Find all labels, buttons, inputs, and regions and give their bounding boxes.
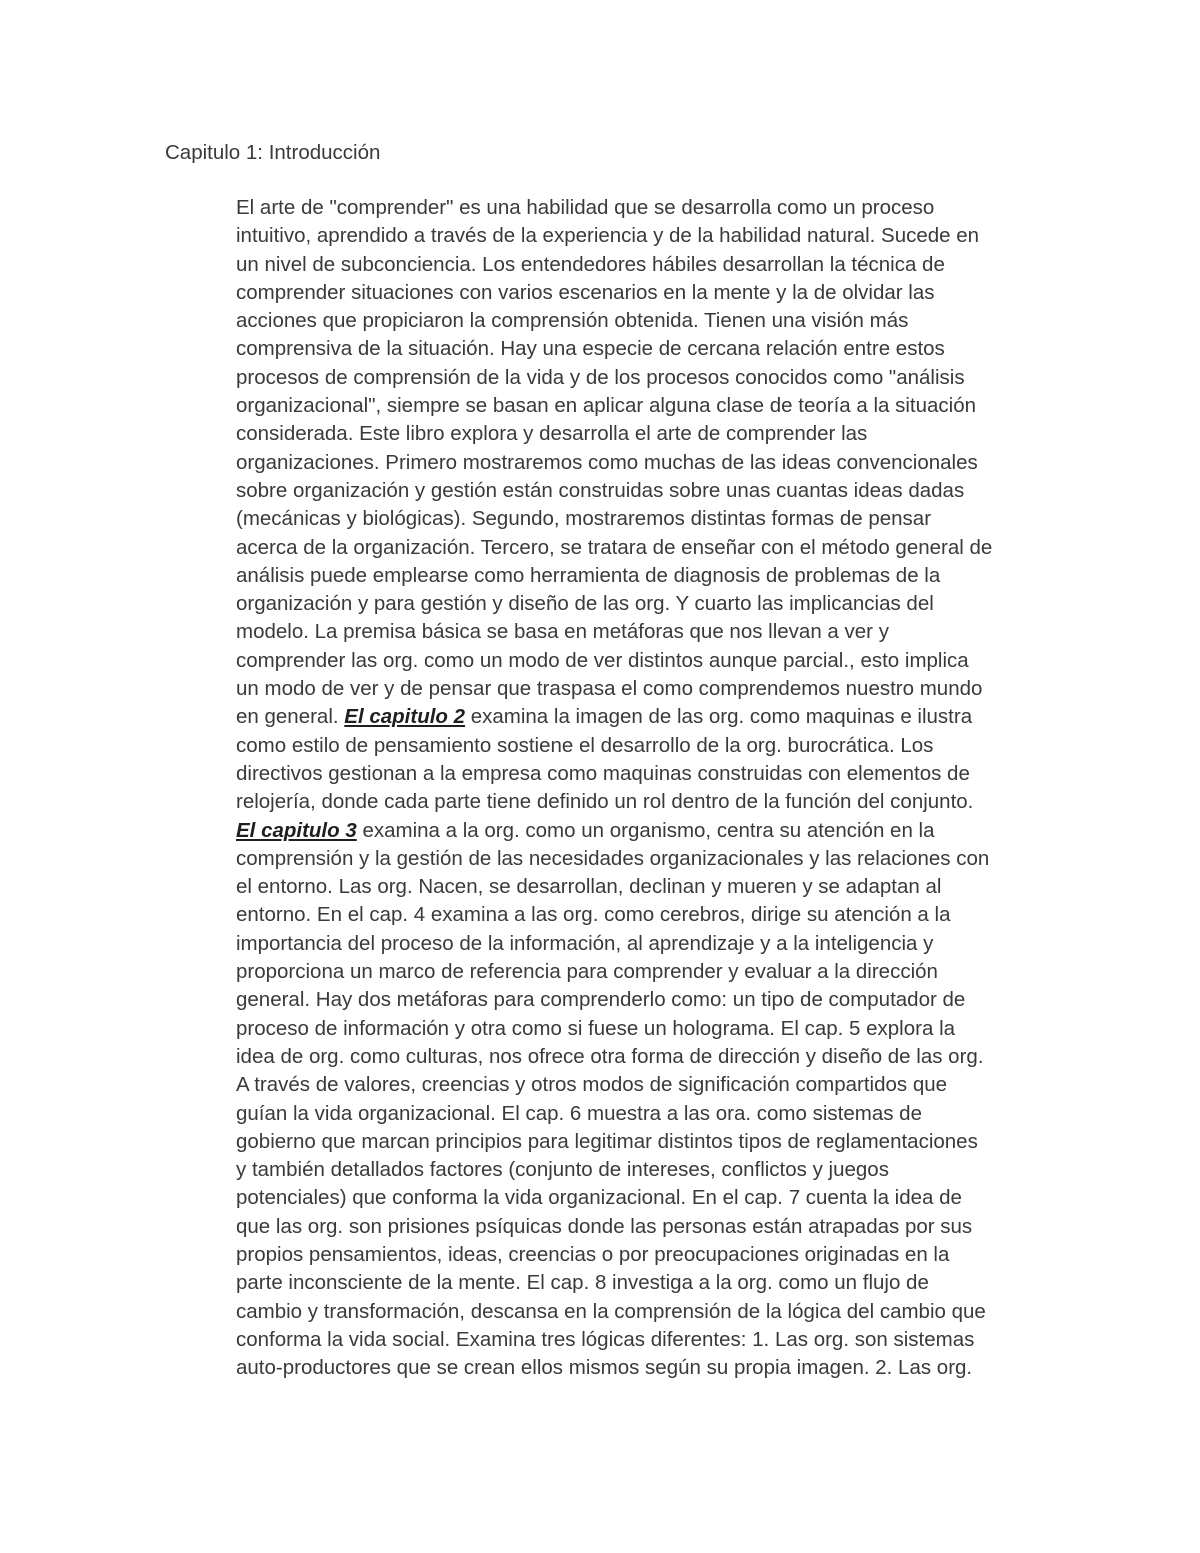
- paragraph-line: análisis puede emplearse como herramienta de diagnosis de problemas de la: [236, 563, 941, 587]
- paragraph-line: propios pensamientos, ideas, creencias o por preocupaciones originadas en la: [236, 1242, 950, 1266]
- paragraph-line: considerada. Este libro explora y desarrolla el arte de comprender las: [236, 422, 868, 446]
- paragraph-line: proporciona un marco de referencia para comprender y evaluar a la dirección: [236, 960, 938, 984]
- paragraph-line: organización y para gestión y diseño de las org. Y cuarto las implicancias del: [236, 592, 934, 616]
- paragraph-line: gobierno que marcan principios para legitimar distintos tipos de reglamentaciones: [236, 1129, 978, 1153]
- paragraph-line: guían la vida organizacional. El cap. 6 muestra a las ora. como sistemas de: [236, 1101, 922, 1125]
- paragraph-line: entorno. En el cap. 4 examina a las org. como cerebros, dirige su atención a la: [236, 903, 951, 927]
- paragraph-line: parte inconsciente de la mente. El cap. 8 investiga a la org. como un flujo de: [236, 1271, 929, 1295]
- chapter-body: [236, 194, 1046, 1382]
- paragraph-line: potenciales) que conforma la vida organizacional. En el cap. 7 cuenta la idea de: [236, 1186, 962, 1210]
- paragraph-line: [236, 817, 1046, 845]
- paragraph-line: organizaciones. Primero mostraremos como muchas de las ideas convencionales: [236, 450, 978, 474]
- paragraph-line: [236, 703, 1046, 731]
- line-text-before: en general.: [236, 705, 345, 729]
- paragraph-line: que las org. son prisiones psíquicas donde las personas están atrapadas por sus: [236, 1214, 973, 1238]
- paragraph-line: procesos de comprensión de la vida y de los procesos conocidos como "análisis: [236, 365, 965, 389]
- paragraph-line: acerca de la organización. Tercero, se tratara de enseñar con el método general de: [236, 535, 993, 559]
- chapter-reference-link[interactable]: El capitulo 3: [236, 818, 357, 842]
- paragraph-line: sobre organización y gestión están construidas sobre unas cuantas ideas dadas: [236, 478, 965, 502]
- paragraph-line: idea de org. como culturas, nos ofrece otra forma de dirección y diseño de las org.: [236, 1044, 984, 1068]
- paragraph-line: como estilo de pensamiento sostiene el desarrollo de la org. burocrática. Los: [236, 733, 934, 757]
- paragraph-line: conforma la vida social. Examina tres lógicas diferentes: 1. Las org. son sistemas: [236, 1327, 975, 1351]
- paragraph-line: proceso de información y otra como si fuese un holograma. El cap. 5 explora la: [236, 1016, 956, 1040]
- paragraph-line: directivos gestionan a la empresa como maquinas construidas con elementos de: [236, 761, 970, 785]
- chapter-title: Capitulo 1: Introducción: [165, 141, 381, 164]
- paragraph-line: cambio y transformación, descansa en la comprensión de la lógica del cambio que: [236, 1299, 986, 1323]
- paragraph-line: A través de valores, creencias y otros modos de significación compartidos que: [236, 1073, 948, 1097]
- paragraph-line: relojería, donde cada parte tiene definido un rol dentro de la función del conjunto.: [236, 790, 974, 814]
- paragraph-line: comprender situaciones con varios escenarios en la mente y la de olvidar las: [236, 280, 935, 304]
- paragraph-line: un modo de ver y de pensar que traspasa el como comprendemos nuestro mundo: [236, 677, 983, 701]
- line-text-after: examina a la org. como un organismo, centra su atención en la: [356, 818, 935, 842]
- paragraph-line: organizacional", siempre se basan en aplicar alguna clase de teoría a la situación: [236, 394, 977, 418]
- line-text-after: examina la imagen de las org. como maquinas e ilustra: [465, 705, 973, 729]
- paragraph-line: modelo. La premisa básica se basa en metáforas que nos llevan a ver y: [236, 620, 889, 644]
- paragraph-line: un nivel de subconciencia. Los entendedores hábiles desarrollan la técnica de: [236, 252, 945, 276]
- paragraph-line: El arte de "comprender" es una habilidad que se desarrolla como un proceso: [236, 196, 935, 219]
- paragraph-line: comprensiva de la situación. Hay una especie de cercana relación entre estos: [236, 337, 945, 361]
- paragraph-line: auto-productores que se crean ellos mismos según su propia imagen. 2. Las org.: [236, 1356, 973, 1380]
- paragraph-line: comprensión y la gestión de las necesidades organizacionales y las relaciones con: [236, 846, 990, 870]
- paragraph-line: intuitivo, aprendido a través de la experiencia y de la habilidad natural. Sucede en: [236, 224, 980, 248]
- paragraph-line: comprender las org. como un modo de ver distintos aunque parcial., esto implica: [236, 648, 969, 672]
- paragraph-line: el entorno. Las org. Nacen, se desarrollan, declinan y mueren y se adaptan al: [236, 875, 942, 899]
- paragraph-line: y también detallados factores (conjunto de intereses, conflictos y juegos: [236, 1158, 889, 1182]
- paragraph-line: importancia del proceso de la información, al aprendizaje y a la inteligencia y: [236, 931, 934, 955]
- paragraph-line: (mecánicas y biológicas). Segundo, mostraremos distintas formas de pensar: [236, 507, 932, 531]
- paragraph-line: general. Hay dos metáforas para comprenderlo como: un tipo de computador de: [236, 988, 966, 1012]
- chapter-reference-link[interactable]: El capitulo 2: [344, 705, 466, 729]
- paragraph-line: acciones que propiciaron la comprensión obtenida. Tienen una visión más: [236, 309, 909, 333]
